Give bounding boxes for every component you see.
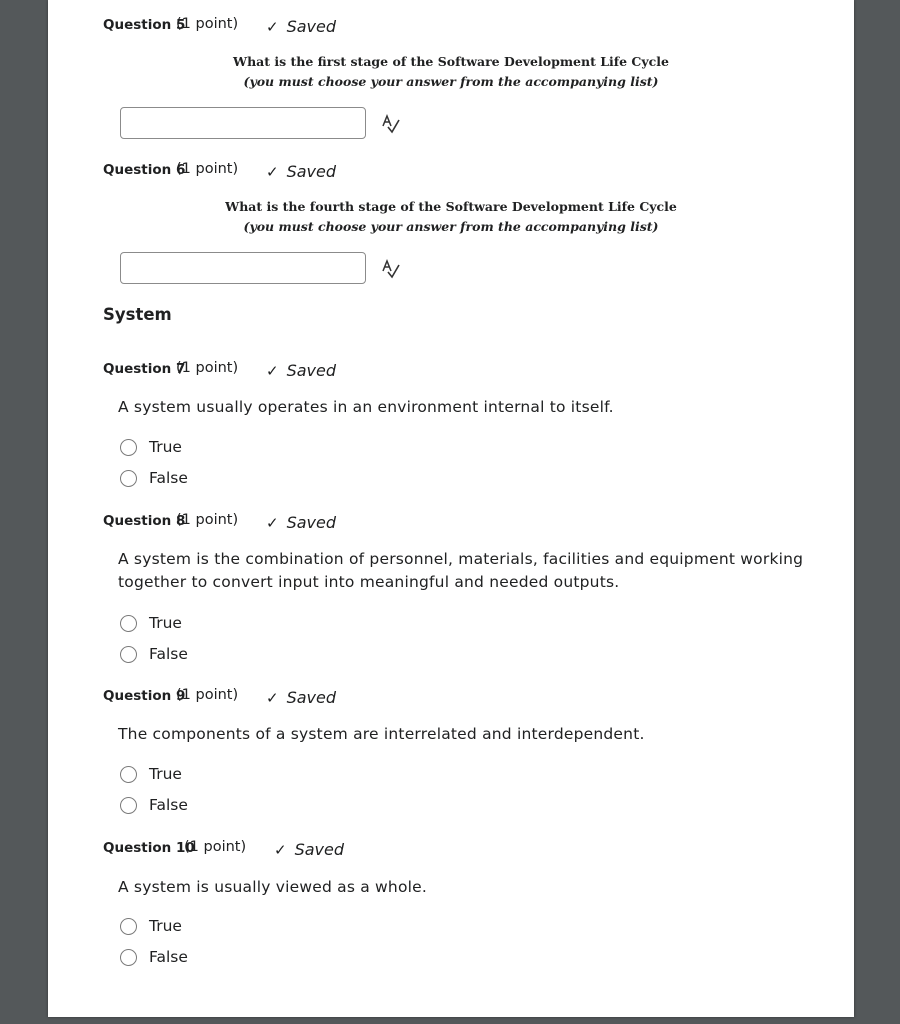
prompt-line-2: (you must choose your answer from the accompanying list) — [243, 74, 659, 89]
saved-label: Saved — [294, 840, 345, 859]
question-points: (1 point) — [176, 687, 239, 703]
question-10-header — [103, 840, 423, 862]
radio-button[interactable] — [120, 615, 137, 632]
radio-button[interactable] — [120, 797, 137, 814]
saved-label: Saved — [286, 513, 337, 532]
check-icon: ✓ — [266, 162, 279, 181]
saved-label: Saved — [286, 688, 337, 707]
question-6-answer-input[interactable] — [120, 252, 366, 284]
question-number: Question 10 — [103, 840, 195, 856]
question-points: (1 point) — [176, 360, 239, 376]
spell-check-icon[interactable] — [380, 113, 402, 135]
radio-button[interactable] — [120, 646, 137, 663]
section-title: System — [103, 305, 172, 324]
option-label: True — [149, 438, 182, 456]
question-text-line-2: together to convert input into meaningful and needed outputs. — [118, 573, 620, 591]
option-label: False — [149, 796, 188, 814]
option-label: False — [149, 645, 188, 663]
question-7-option-false[interactable] — [120, 467, 188, 489]
question-8-option-false[interactable] — [120, 643, 188, 665]
question-text-line-1: A system is the combination of personnel, materials, facilities and equipment working — [118, 550, 804, 568]
saved-status — [274, 840, 344, 859]
question-5-answer-input[interactable] — [120, 107, 366, 139]
prompt-line-1: What is the fourth stage of the Software Development Life Cycle — [225, 199, 677, 214]
question-7-option-true[interactable] — [120, 436, 182, 458]
prompt-line-1: What is the first stage of the Software Development Life Cycle — [233, 54, 669, 69]
question-9-option-true[interactable] — [120, 763, 182, 785]
question-8-option-true[interactable] — [120, 612, 182, 634]
question-10-text: A system is usually viewed as a whole. — [118, 878, 428, 896]
saved-status — [266, 361, 336, 380]
question-number: Question 8 — [103, 513, 186, 529]
question-number: Question 9 — [103, 688, 186, 704]
radio-button[interactable] — [120, 439, 137, 456]
question-9-option-false[interactable] — [120, 794, 188, 816]
check-icon: ✓ — [274, 840, 287, 859]
quiz-page — [48, 0, 854, 1017]
prompt-line-2: (you must choose your answer from the accompanying list) — [243, 219, 659, 234]
question-5-header — [103, 17, 403, 39]
question-8-header — [103, 513, 403, 535]
question-10-option-false[interactable] — [120, 946, 188, 968]
check-icon: ✓ — [266, 513, 279, 532]
option-label: False — [149, 948, 188, 966]
question-9-header — [103, 688, 403, 710]
check-icon: ✓ — [266, 688, 279, 707]
question-7-text: A system usually operates in an environment internal to itself. — [118, 398, 614, 416]
saved-status — [266, 513, 336, 532]
radio-button[interactable] — [120, 949, 137, 966]
radio-button[interactable] — [120, 470, 137, 487]
question-number: Question 6 — [103, 162, 186, 178]
question-6-prompt — [48, 197, 854, 237]
question-10-option-true[interactable] — [120, 915, 182, 937]
question-8-text — [118, 548, 818, 594]
option-label: True — [149, 917, 182, 935]
question-9-text: The components of a system are interrelated and interdependent. — [118, 725, 645, 743]
option-label: True — [149, 765, 182, 783]
question-points: (1 point) — [176, 16, 239, 32]
saved-label: Saved — [286, 17, 337, 36]
option-label: False — [149, 469, 188, 487]
question-points: (1 point) — [176, 161, 239, 177]
check-icon: ✓ — [266, 17, 279, 36]
saved-status — [266, 688, 336, 707]
saved-label: Saved — [286, 361, 337, 380]
check-icon: ✓ — [266, 361, 279, 380]
question-points: (1 point) — [176, 512, 239, 528]
question-points: (1 point) — [184, 839, 247, 855]
radio-button[interactable] — [120, 766, 137, 783]
option-label: True — [149, 614, 182, 632]
saved-status — [266, 17, 336, 36]
question-number: Question 7 — [103, 361, 186, 377]
question-6-header — [103, 162, 403, 184]
question-number: Question 5 — [103, 17, 186, 33]
question-7-header — [103, 361, 403, 383]
radio-button[interactable] — [120, 918, 137, 935]
saved-status — [266, 162, 336, 181]
spell-check-icon[interactable] — [380, 258, 402, 280]
question-5-prompt — [48, 52, 854, 92]
saved-label: Saved — [286, 162, 337, 181]
